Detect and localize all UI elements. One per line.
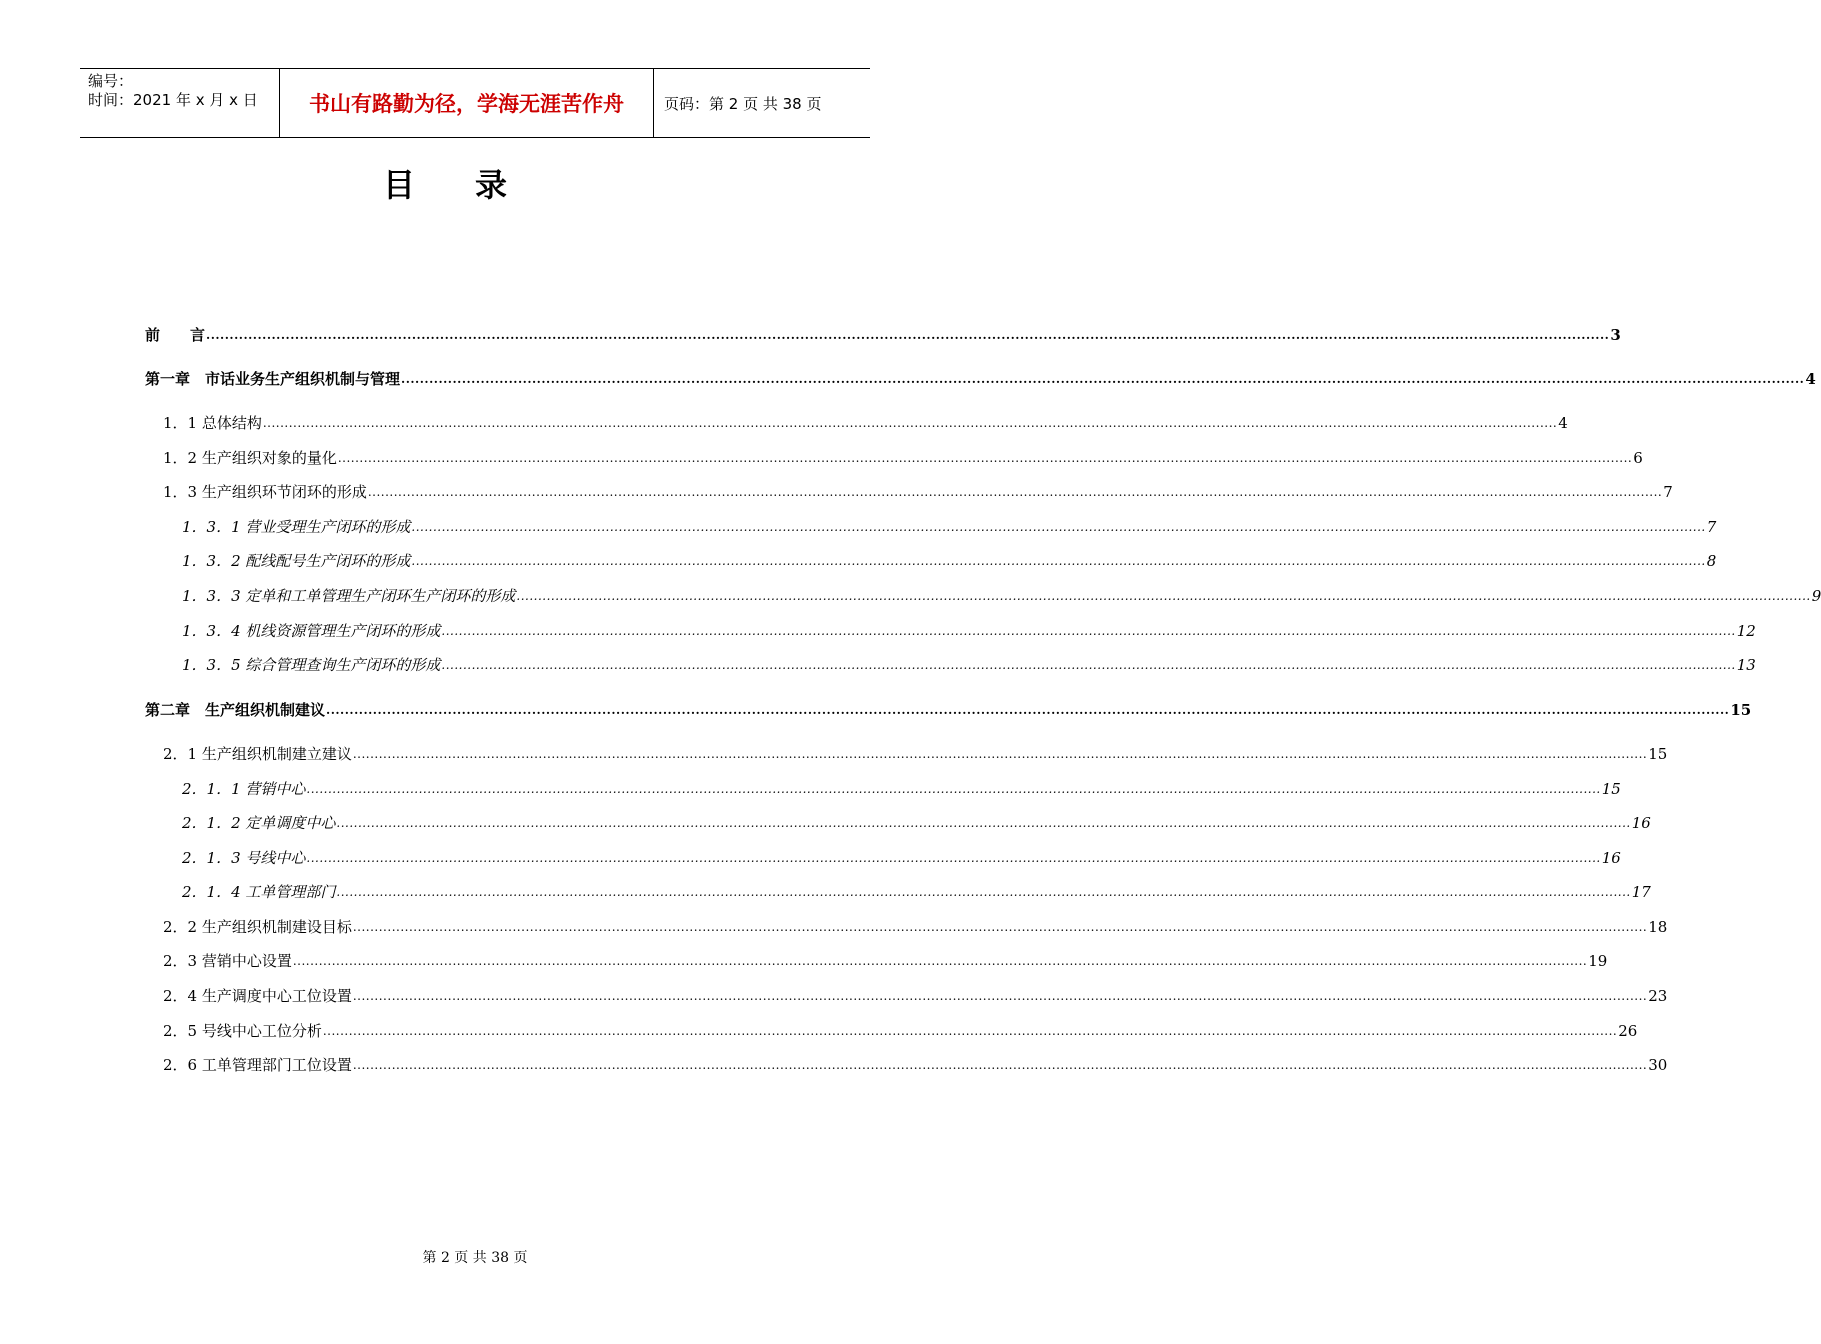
toc-label: 1．3 生产组织环节闭环的形成 bbox=[163, 483, 367, 501]
toc-leader: ............................................................................................................................................................................................................................................................................................................ bbox=[367, 485, 1663, 499]
toc-page: 16 bbox=[1601, 849, 1621, 867]
toc-label: 2．1 生产组织机制建立建议 bbox=[163, 745, 352, 763]
toc-entry[interactable] bbox=[182, 517, 1717, 537]
toc-label: 2．6 工单管理部门工位设置 bbox=[163, 1056, 352, 1074]
toc-label: 1．3．1 营业受理生产闭环的形成 bbox=[182, 518, 411, 536]
toc-page: 15 bbox=[1730, 701, 1752, 719]
toc-leader: ............................................................................................................................................................................................................................................................................................................ bbox=[352, 1058, 1648, 1072]
toc-leader: ............................................................................................................................................................................................................................................................................................................ bbox=[336, 816, 1631, 830]
toc-entry[interactable] bbox=[145, 700, 1752, 720]
toc-leader: ............................................................................................................................................................................................................................................................................................................ bbox=[262, 416, 1558, 430]
toc-page: 18 bbox=[1648, 918, 1668, 936]
toc-leader: ............................................................................................................................................................................................................................................................................................................ bbox=[441, 658, 1736, 672]
toc-entry[interactable] bbox=[182, 551, 1717, 571]
toc-leader: ............................................................................................................................................................................................................................................................................................................ bbox=[401, 372, 1805, 386]
toc-entry[interactable] bbox=[163, 448, 1643, 468]
toc-label: 第二章 生产组织机制建议 bbox=[145, 701, 326, 719]
toc-leader: ............................................................................................................................................................................................................................................................................................................ bbox=[352, 920, 1648, 934]
toc-entry[interactable] bbox=[182, 779, 1621, 799]
toc-page: 15 bbox=[1648, 745, 1668, 763]
toc-entry[interactable] bbox=[182, 813, 1651, 833]
header-motto: 书山有路勤为径，学海无涯苦作舟 bbox=[280, 69, 654, 137]
toc-label: 2．2 生产组织机制建设目标 bbox=[163, 918, 352, 936]
toc-leader: ............................................................................................................................................................................................................................................................................................................ bbox=[306, 851, 1601, 865]
toc-page: 30 bbox=[1648, 1056, 1668, 1074]
toc-entry[interactable] bbox=[182, 848, 1621, 868]
toc-label: 2．1．2 定单调度中心 bbox=[182, 814, 336, 832]
toc-page: 8 bbox=[1706, 552, 1717, 570]
toc-leader: ............................................................................................................................................................................................................................................................................................................ bbox=[411, 554, 1706, 568]
toc-label: 2．3 营销中心设置 bbox=[163, 952, 292, 970]
toc-label: 2．5 号线中心工位分析 bbox=[163, 1022, 322, 1040]
toc-page: 12 bbox=[1736, 622, 1756, 640]
toc-label: 2．1．4 工单管理部门 bbox=[182, 883, 336, 901]
toc-label: 1．1 总体结构 bbox=[163, 414, 262, 432]
toc-leader: ............................................................................................................................................................................................................................................................................................................ bbox=[516, 589, 1811, 603]
toc-leader: ............................................................................................................................................................................................................................................................................................................ bbox=[352, 989, 1648, 1003]
toc-page: 13 bbox=[1736, 656, 1756, 674]
toc-leader: ............................................................................................................................................................................................................................................................................................................ bbox=[336, 885, 1631, 899]
toc-label: 1．3．2 配线配号生产闭环的形成 bbox=[182, 552, 411, 570]
toc-page: 17 bbox=[1631, 883, 1651, 901]
toc-label: 1．2 生产组织对象的量化 bbox=[163, 449, 337, 467]
toc-entry[interactable] bbox=[163, 951, 1608, 971]
toc-entry[interactable] bbox=[163, 1021, 1638, 1041]
toc-page: 9 bbox=[1811, 587, 1821, 605]
toc-entry[interactable] bbox=[163, 482, 1673, 502]
toc-entry[interactable] bbox=[163, 744, 1668, 764]
toc-leader: ............................................................................................................................................................................................................................................................................................................ bbox=[337, 451, 1633, 465]
toc-entry[interactable] bbox=[163, 986, 1668, 1006]
header-page-info: 页码：第 2 页 共 38 页 bbox=[664, 94, 822, 113]
header-meta bbox=[80, 69, 280, 137]
toc-leader: ............................................................................................................................................................................................................................................................................................................ bbox=[326, 703, 1730, 717]
time-label: 时间：2021 年 x 月 x 日 bbox=[88, 91, 258, 109]
toc-entry[interactable] bbox=[145, 369, 1816, 389]
toc-leader: ............................................................................................................................................................................................................................................................................................................ bbox=[292, 954, 1588, 968]
toc-entry[interactable] bbox=[163, 1055, 1668, 1075]
toc-label: 第一章 市话业务生产组织机制与管理 bbox=[145, 370, 401, 388]
toc-page: 4 bbox=[1805, 370, 1816, 388]
toc-page: 19 bbox=[1588, 952, 1608, 970]
toc-entry[interactable] bbox=[145, 325, 1621, 345]
toc-entry[interactable] bbox=[163, 413, 1568, 433]
toc-page: 7 bbox=[1663, 483, 1673, 501]
number-label: 编号： bbox=[88, 72, 134, 90]
toc-page: 26 bbox=[1618, 1022, 1638, 1040]
toc-entry[interactable] bbox=[182, 655, 1756, 675]
toc-leader: ............................................................................................................................................................................................................................................................................................................ bbox=[411, 520, 1706, 534]
toc-label: 2．1．1 营销中心 bbox=[182, 780, 306, 798]
page-header bbox=[80, 68, 870, 138]
toc-leader: ............................................................................................................................................................................................................................................................................................................ bbox=[352, 747, 1648, 761]
toc-label: 1．3．3 定单和工单管理生产闭环生产闭环的形成 bbox=[182, 587, 516, 605]
toc-page: 3 bbox=[1610, 326, 1621, 344]
toc-leader: ............................................................................................................................................................................................................................................................................................................ bbox=[441, 624, 1736, 638]
toc-entry[interactable] bbox=[163, 917, 1668, 937]
toc-leader: ............................................................................................................................................................................................................................................................................................................ bbox=[306, 782, 1601, 796]
page-footer: 第 2 页 共 38 页 bbox=[422, 1250, 528, 1266]
toc-leader: ............................................................................................................................................................................................................................................................................................................ bbox=[206, 328, 1610, 342]
toc-entry[interactable] bbox=[182, 586, 1821, 606]
toc-leader: ............................................................................................................................................................................................................................................................................................................ bbox=[322, 1024, 1618, 1038]
toc-label: 1．3．4 机线资源管理生产闭环的形成 bbox=[182, 622, 441, 640]
toc-page: 7 bbox=[1706, 518, 1717, 536]
toc-entry[interactable] bbox=[182, 882, 1651, 902]
toc-page: 15 bbox=[1601, 780, 1621, 798]
toc-page: 16 bbox=[1631, 814, 1651, 832]
page-title: 目录 bbox=[382, 166, 567, 204]
toc-entry[interactable] bbox=[182, 621, 1756, 641]
toc-label: 2．4 生产调度中心工位设置 bbox=[163, 987, 352, 1005]
toc-label: 2．1．3 号线中心 bbox=[182, 849, 306, 867]
toc-page: 23 bbox=[1648, 987, 1668, 1005]
toc-page: 4 bbox=[1558, 414, 1568, 432]
toc-label: 前 言 bbox=[145, 326, 206, 344]
toc-page: 6 bbox=[1633, 449, 1643, 467]
toc-label: 1．3．5 综合管理查询生产闭环的形成 bbox=[182, 656, 441, 674]
